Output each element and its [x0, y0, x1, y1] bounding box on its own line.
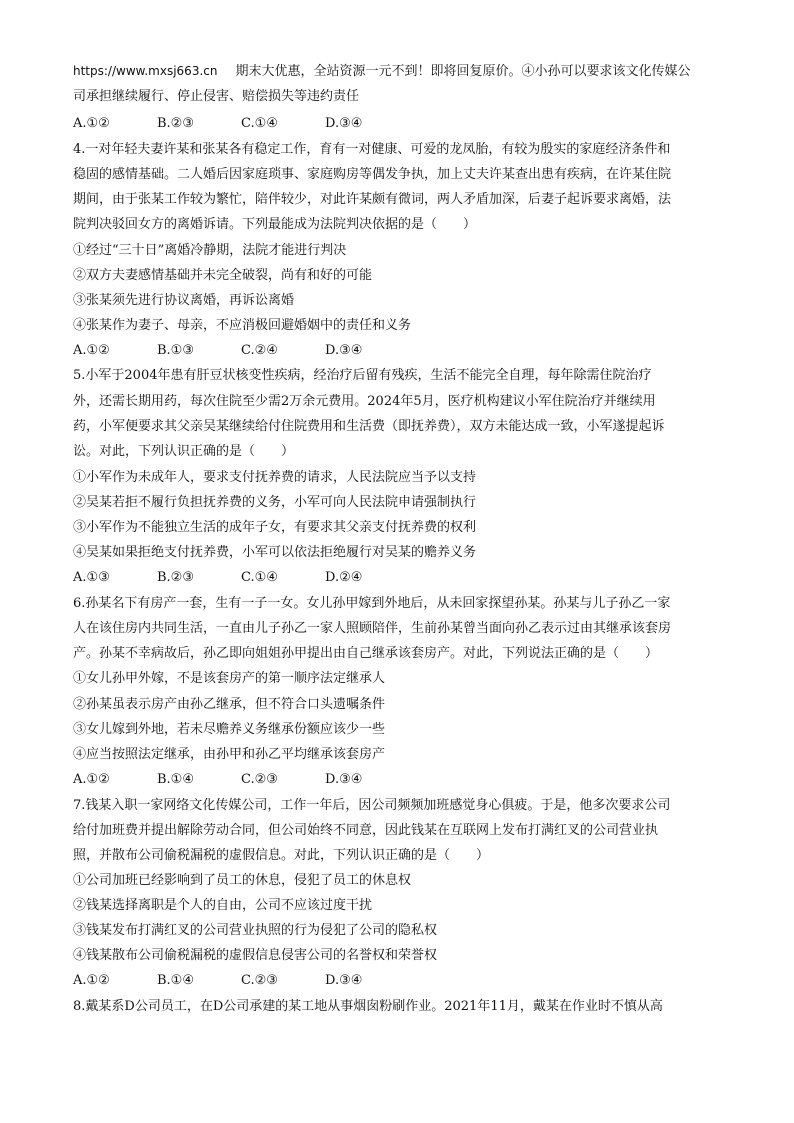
- q6-stem-line: 产。孙某不幸病故后，孙乙即向姐姐孙甲提出由自己继承该套房产。对此，下列说法正确的是（ ）: [73, 646, 659, 661]
- q4-item: ③张某须先进行协议离婚，再诉讼离婚: [73, 293, 295, 308]
- q6-stem-line: 人在该住房内共同生活，一直由儿子孙乙一家人照顾陪伴，生前孙某曾当面向孙乙表示过由其继承该套房: [73, 621, 672, 636]
- option-a: A.①②: [73, 772, 110, 787]
- option-b: B.①④: [157, 973, 194, 988]
- q7-item: ①公司加班已经影响到了员工的休息，侵犯了员工的休息权: [73, 873, 412, 888]
- option-d: D.②④: [325, 570, 363, 585]
- q4-options: [73, 342, 409, 360]
- q4-stem-line: 4.一对年轻夫妻许某和张某各有稳定工作，育有一对健康、可爱的龙凤胎，有较为殷实的家庭经济条件和: [73, 142, 671, 157]
- q7-item: ②钱某选择离职是个人的自由，公司不应该过度干扰: [73, 898, 373, 913]
- q5-item: ③小军作为不能独立生活的成年子女，有要求其父亲支付抚养费的权利: [73, 520, 477, 535]
- q3-stem-line: 司承担继续履行、停止侵害、赔偿损失等违约责任: [73, 89, 360, 104]
- q6-item: ③女儿嫁到外地，若未尽赡养义务继承份额应该少一些: [73, 722, 386, 737]
- q6-item: ①女儿孙甲外嫁，不是该套房产的第一顺序法定继承人: [73, 671, 386, 686]
- q5-stem-line: 讼。对此，下列认识正确的是（ ）: [73, 444, 295, 459]
- option-a: A.①③: [73, 570, 110, 585]
- q5-item: ①小军作为未成年人，要求支付抚养费的请求，人民法院应当予以支持: [73, 470, 477, 485]
- q4-stem-line: 院判决驳回女方的离婚诉请。下列最能成为法院判决依据的是（ ）: [73, 217, 477, 232]
- option-d: D.③④: [325, 343, 363, 358]
- q5-stem-line: 药，小军便要求其父亲吴某继续给付住院费用和生活费（即抚养费），双方未能达成一致，小军遂提起诉: [73, 419, 665, 434]
- q5-options: [73, 569, 409, 587]
- promo-text: 期末大优惠，全站资源一元不到！即将回复原价。④小孙可以要求该文化传媒公: [235, 64, 691, 79]
- q6-item: ④应当按照法定继承，由孙甲和孙乙平均继承该套房产: [73, 747, 386, 762]
- q4-item: ④张某作为妻子、母亲，不应消极回避婚姻中的责任和义务: [73, 318, 412, 333]
- option-d: D.③④: [325, 772, 363, 787]
- option-b: B.②③: [157, 116, 194, 131]
- q6-stem-line: 6.孙某名下有房产一套，生有一子一女。女儿孙甲嫁到外地后，从未回家探望孙某。孙某与儿子孙乙一家: [73, 596, 671, 611]
- q4-item: ①经过“三十日”离婚冷静期，法院才能进行判决: [73, 243, 347, 258]
- option-c: C.②③: [241, 973, 278, 988]
- q5-stem-line: 外，还需长期用药，每次住院至少需2万余元费用。2024年5月，医疗机构建议小军住院治疗并继续用: [73, 394, 656, 409]
- q5-item: ④吴某如果拒绝支付抚养费，小军可以依法拒绝履行对吴某的赡养义务: [73, 545, 477, 560]
- site-url[interactable]: https://www.mxsj663.cn: [73, 64, 218, 78]
- option-b: B.①④: [157, 772, 194, 787]
- option-d: D.③④: [325, 116, 363, 131]
- q7-item: ④钱某散布公司偷税漏税的虚假信息侵害公司的名誉权和荣誉权: [73, 948, 438, 963]
- q7-stem-line: 给付加班费并提出解除劳动合同，但公司始终不同意，因此钱某在互联网上发布打满红叉的公司营业执: [73, 823, 659, 838]
- option-b: B.①③: [157, 343, 194, 358]
- option-a: A.①②: [73, 116, 110, 131]
- option-b: B.②③: [157, 570, 194, 585]
- option-c: C.①④: [241, 116, 278, 131]
- q5-stem-line: 5.小军于2004年患有肝豆状核变性疾病，经治疗后留有残疾，生活不能完全自理，每年除需住院治疗: [73, 368, 652, 383]
- q5-item: ②吴某若拒不履行负担抚养费的义务，小军可向人民法院申请强制执行: [73, 495, 477, 510]
- q4-item: ②双方夫妻感情基础并未完全破裂，尚有和好的可能: [73, 268, 373, 283]
- q3-options: [73, 115, 409, 133]
- q6-options: [73, 771, 409, 789]
- q4-stem-line: 稳固的感情基础。二人婚后因家庭琐事、家庭购房等偶发争执，加上丈夫许某查出患有疾病，在许某住院: [73, 167, 672, 182]
- q4-stem-line: 期间，由于张某工作较为繁忙，陪伴较少，对此许某颇有微词，两人矛盾加深，后妻子起诉要求离婚，法: [73, 192, 672, 207]
- q6-item: ②孙某虽表示房产由孙乙继承，但不符合口头遗嘱条件: [73, 697, 386, 712]
- q7-item: ③钱某发布打满红叉的公司营业执照的行为侵犯了公司的隐私权: [73, 923, 438, 938]
- q7-stem-line: 7.钱某入职一家网络文化传媒公司，工作一年后，因公司频频加班感觉身心俱疲。于是，他多次要求公司: [73, 798, 671, 813]
- q7-options: [73, 972, 409, 990]
- q7-stem-line: 照，并散布公司偷税漏税的虚假信息。对此，下列认识正确的是（ ）: [73, 848, 490, 863]
- option-a: A.①②: [73, 343, 110, 358]
- option-c: C.①④: [241, 570, 278, 585]
- header-line: [73, 62, 723, 81]
- option-d: D.③④: [325, 973, 363, 988]
- option-c: C.②④: [241, 343, 278, 358]
- option-a: A.①②: [73, 973, 110, 988]
- option-c: C.②③: [241, 772, 278, 787]
- q8-stem-line: 8.戴某系D公司员工，在D公司承建的某工地从事烟囱粉刷作业。2021年11月，戴某在作业时不慎从高: [73, 999, 663, 1014]
